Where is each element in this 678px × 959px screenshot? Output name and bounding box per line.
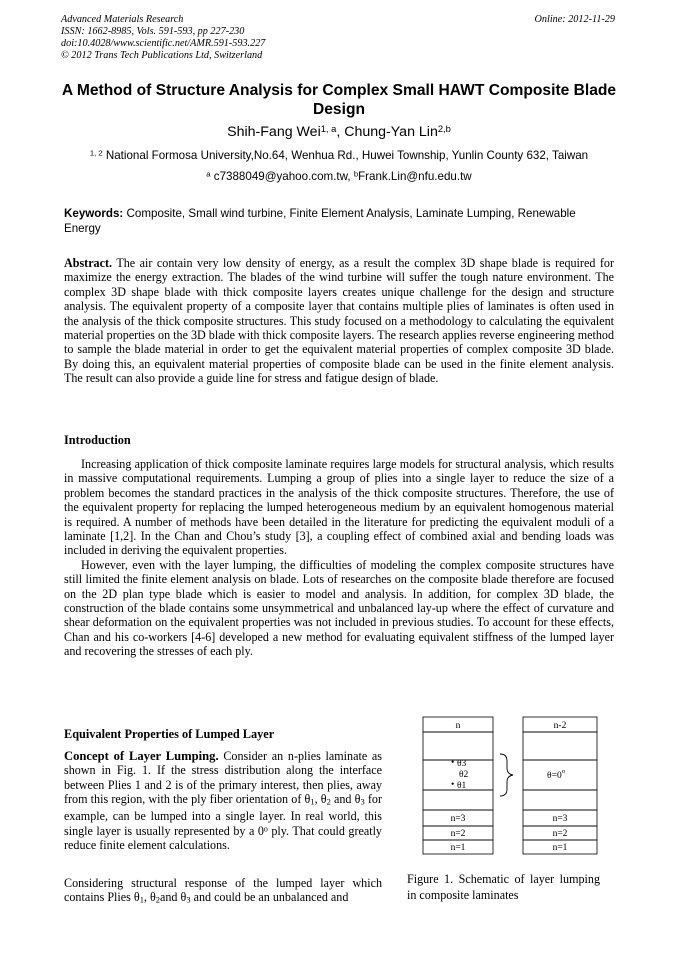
online-date: Online: 2012-11-29: [534, 14, 615, 25]
email-sup: a: [206, 169, 211, 179]
author-sup: 2,b: [437, 123, 451, 134]
lumping-bracket: [500, 754, 513, 796]
doi-line: doi:10.4028/www.scientific.net/AMR.591-593.227: [61, 38, 266, 49]
ply-angle-label: θ2: [459, 770, 469, 780]
concept-paragraph: Concept of Layer Lumping. Consider an n-plies laminate as shown in Fig. 1. If the stress distribution along the interface between Plies 1 and 2 is of the primary interest, then plies, away from this region, with the ply fiber orientation of θ1, θ2 and θ3 for example, can be lumped into a single layer. In real world, this single layer is usually represented by a 0$^o$ ply. That could greatly reduce finite element calculations.: [64, 749, 382, 853]
lumped-angle-label: $\theta=0^o$: [547, 768, 565, 781]
affiliation: [55, 149, 623, 162]
ply-number-label: n=1: [450, 843, 466, 853]
ply-angle-label: θ1: [457, 781, 467, 791]
copyright-line: © 2012 Trans Tech Publications Ltd, Switzerland: [61, 50, 263, 61]
journal-name: Advanced Materials Research: [61, 14, 184, 25]
email-sup: b: [353, 169, 359, 179]
author-name: Shih-Fang Wei: [227, 124, 321, 140]
keywords-label: Keywords:: [64, 207, 124, 220]
section-heading-introduction: Introduction: [64, 433, 131, 447]
ply-number-label: n=3: [450, 814, 466, 824]
bullet-dot: •: [451, 780, 455, 790]
concept-paragraph-continued: Considering structural response of the lumped layer which contains Plies θ1, θ2and θ3 and could be an unbalanced and: [64, 876, 382, 906]
issn-line: ISSN: 1662-8985, Vols. 591-593, pp 227-230: [61, 26, 245, 37]
ply-cell: [423, 732, 493, 760]
ply-cell: [423, 790, 493, 810]
email-a: c7388049@yahoo.com.tw,: [213, 170, 351, 183]
paragraph: However, even with the layer lumping, the difficulties of modeling the complex composite structures have still limited the finite element analysis on blade. Lots of researches on the composite blade therefore are focused on the 2D plan type blade which is easier to model and analysis. In addition, for complex 3D blade, the construction of the blade contains some unsymmetrical and unbalanced lay-up where the effect of curvature and shear deformation on the equivalent properties was not included in previous studies. To account for these effects, Chan and his co-workers [4-6] developed a new method for evaluating equivalent stiffness of the lumped layer and recovering the stresses of each ply.: [64, 557, 614, 659]
concept-label: Concept of Layer Lumping.: [64, 749, 219, 763]
author-name: Chung-Yan Lin: [344, 124, 438, 140]
abstract: [64, 256, 614, 386]
ply-angle-label: θ3: [457, 759, 467, 769]
bullet-dot: •: [451, 758, 455, 768]
section-heading-equivalent-properties: Equivalent Properties of Lumped Layer: [64, 727, 275, 741]
ply-cell: [523, 732, 597, 760]
abstract-label: Abstract.: [64, 256, 113, 270]
abstract-text: The air contain very low density of energy, as a result the complex 3D shape blade is required for maximize the energy extraction. The blades of the wind turbine will suffer the tough nature environment. The complex 3D shape blade with thick composite layers creates unique challenge for the design and structure analysis. The equivalent property of a composite layer that contains multiple plies of laminates is often used in the analysis of the thick composite structures. This study focused on a methodology to calculating the equivalent material properties on the 3D blade with thick composite layers. The research applies reverse engineering method to sample the blade material in order to get the equivalent material properties of complex composite 3D blade. By doing this, an equivalent material properties of composite blade can be used in the finite element analysis. The result can also provide a guide line for stress and fatigue design of blade.: [64, 256, 614, 386]
introduction-body: [64, 457, 614, 659]
affiliation-sup: 1, 2: [89, 148, 103, 158]
ply-cell: [523, 790, 597, 810]
journal-header: [61, 14, 265, 62]
ply-number-label: n=1: [552, 843, 568, 853]
stack-top-label: n-2: [553, 721, 567, 731]
stack-top-label: n: [455, 721, 461, 731]
keywords-text: Composite, Small wind turbine, Finite Element Analysis, Laminate Lumping, Renewable Energy: [64, 207, 576, 235]
figure-caption: Figure 1. Schematic of layer lumping in composite laminates: [407, 872, 600, 902]
email-b: Frank.Lin@nfu.edu.tw: [358, 170, 472, 183]
ply-number-label: n=3: [552, 814, 568, 824]
affiliation-text: National Formosa University,No.64, Wenhua Rd., Huwei Township, Yunlin County 632, Taiwan: [105, 149, 589, 162]
email-line: [60, 170, 618, 183]
figure-layer-lumping: [404, 716, 616, 866]
author-sup: 1, a: [320, 123, 337, 134]
ply-number-label: n=2: [552, 829, 568, 839]
paper-title: A Method of Structure Analysis for Complex Small HAWT Composite Blade Design: [61, 82, 617, 118]
paragraph: Increasing application of thick composite laminate requires large models for structural analysis, which results in massive computational requirements. Lumping a group of plies into a single layer to reduce the size of a problem becomes the standard practices in the analysis of the thick composite structures. Therefore, the use of the equivalent property for replacing the lumped heterogeneous medium by an equivalent homogenous material is required. A number of methods have been detailed in the literature for predicting the equivalent moduli of a laminate [1,2]. In the Chan and Chou’s study [3], a coupling effect of combined axial and bending loads was included in deriving the equivalent properties.: [64, 457, 614, 558]
author-line: Shih-Fang Wei$^{1, a}$, Chung-Yan Lin$^{2,b}$: [227, 123, 451, 140]
ply-number-label: n=2: [450, 829, 466, 839]
keywords: [64, 206, 614, 236]
